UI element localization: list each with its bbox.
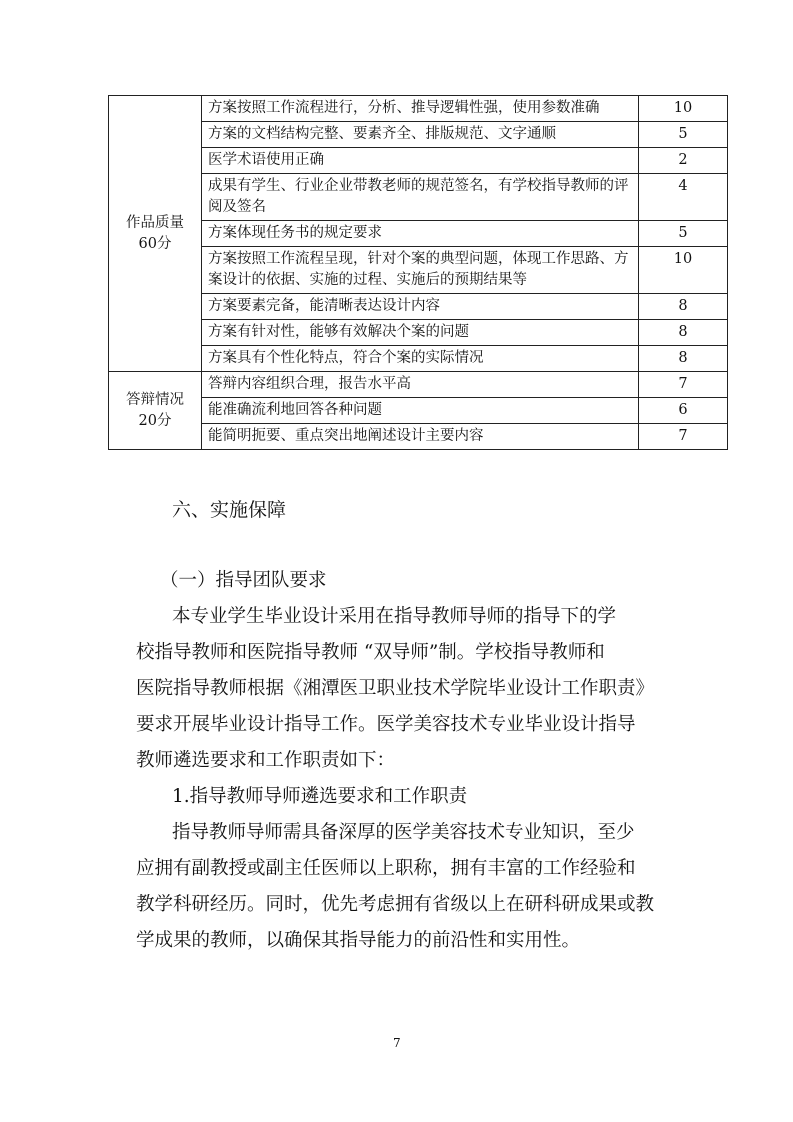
body-line: 教师遴选要求和工作职责如下： [136, 750, 396, 771]
table-row [109, 247, 728, 294]
score-cell: 8 [639, 294, 728, 320]
category-label: 20分 [138, 412, 172, 429]
criterion-cell: 成果有学生、行业企业带教老师的规范签名，有学校指导教师的评阅及签名 [202, 174, 639, 221]
score-cell: 5 [639, 122, 728, 148]
score-cell: 7 [639, 424, 728, 450]
score-cell: 8 [639, 346, 728, 372]
table-row [109, 372, 728, 398]
criterion-cell: 方案的文档结构完整、要素齐全、排版规范、文字通顺 [202, 122, 639, 148]
table-row [109, 424, 728, 450]
score-cell: 4 [639, 174, 728, 221]
criterion-cell: 能准确流利地回答各种问题 [202, 398, 639, 424]
category-cell [109, 372, 202, 450]
body-line: 医院指导教师根据《湘潭医卫职业技术学院毕业设计工作职责》 [136, 678, 655, 699]
score-cell: 8 [639, 320, 728, 346]
body-line: 校指导教师和医院指导教师 “双导师”制。学校指导教师和 [136, 642, 605, 663]
category-label: 60分 [138, 235, 172, 252]
table-row [109, 320, 728, 346]
criterion-cell: 方案要素完备，能清晰表达设计内容 [202, 294, 639, 320]
table-row [109, 122, 728, 148]
category-cell [109, 96, 202, 372]
criterion-cell: 方案有针对性，能够有效解决个案的问题 [202, 320, 639, 346]
table-row [109, 294, 728, 320]
score-cell: 7 [639, 372, 728, 398]
table-row [109, 398, 728, 424]
score-cell: 2 [639, 148, 728, 174]
criterion-cell: 方案具有个性化特点，符合个案的实际情况 [202, 346, 639, 372]
body-line: 要求开展毕业设计指导工作。医学美容技术专业毕业设计指导 [136, 714, 636, 735]
table-row [109, 221, 728, 247]
body-line: 学成果的教师，以确保其指导能力的前沿性和实用性。 [136, 930, 581, 951]
criterion-cell: 答辩内容组织合理，报告水平高 [202, 372, 639, 398]
table-row [109, 148, 728, 174]
body-line: 1.指导教师导师遴选要求和工作职责 [172, 786, 468, 807]
criterion-cell: 方案体现任务书的规定要求 [202, 221, 639, 247]
criterion-cell: 方案按照工作流程呈现，针对个案的典型问题，体现工作思路、方案设计的依据、实施的过程、实施后的预期结果等 [202, 247, 639, 294]
scoring-table [108, 95, 728, 450]
body-line: 教学科研经历。同时，优先考虑拥有省级以上在研科研成果或教 [136, 894, 655, 915]
table-row [109, 346, 728, 372]
body-line: 本专业学生毕业设计采用在指导教师导师的指导下的学 [172, 606, 617, 627]
criterion-cell: 医学术语使用正确 [202, 148, 639, 174]
table-row [109, 96, 728, 122]
score-cell: 6 [639, 398, 728, 424]
criterion-cell: 方案按照工作流程进行，分析、推导逻辑性强，使用参数准确 [202, 96, 639, 122]
category-label: 答辩情况 [126, 391, 184, 408]
body-line: 指导教师导师需具备深厚的医学美容技术专业知识，至少 [172, 822, 635, 843]
criterion-cell: 能简明扼要、重点突出地阐述设计主要内容 [202, 424, 639, 450]
category-label: 作品质量 [126, 214, 184, 231]
score-cell: 10 [639, 96, 728, 122]
score-cell: 10 [639, 247, 728, 294]
section-heading: 六、实施保障 [172, 499, 287, 521]
table-row [109, 174, 728, 221]
page-number: 7 [393, 1036, 401, 1050]
body-line: 应拥有副教授或副主任医师以上职称，拥有丰富的工作经验和 [136, 858, 636, 879]
subheading: （一）指导团队要求 [160, 570, 327, 591]
score-cell: 5 [639, 221, 728, 247]
